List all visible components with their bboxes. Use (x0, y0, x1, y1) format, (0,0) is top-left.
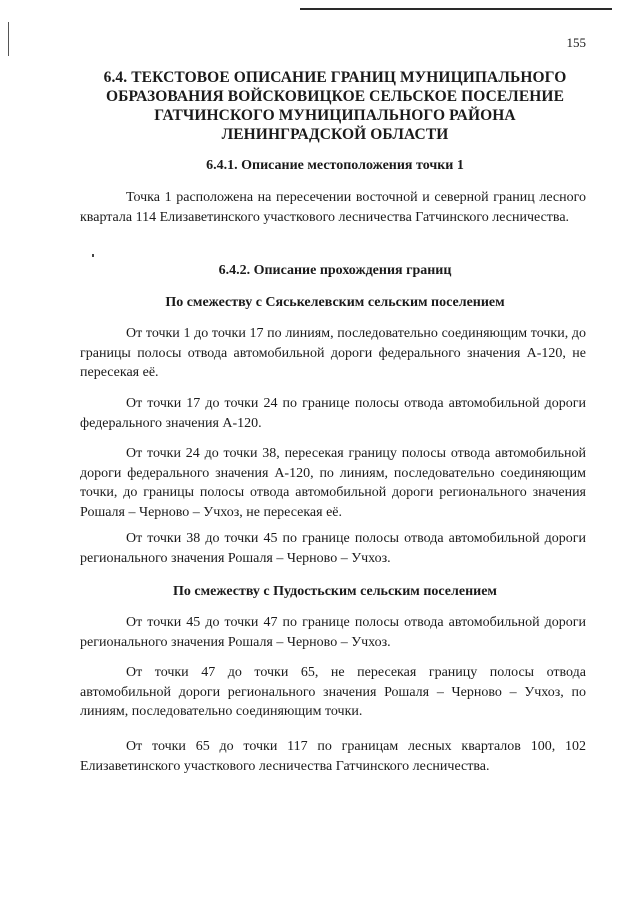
paragraph: От точки 38 до точки 45 по границе полосы отвода автомобильной дороги регионального значения Рошаля – Черново – Учхоз. (80, 531, 586, 566)
section-641-text: Точка 1 расположена на пересечении восточной и северной границ лесного квартала 114 Елизаветинского участкового лесничества Гатчинского лесничества. (80, 190, 586, 225)
paragraph: От точки 24 до точки 38, пересекая границу полосы отвода автомобильной дороги федерального значения А-120, по линиям, последовательно соединяющим точки, до границы полосы отвода автомобильной дороги регионального значения Рошаля – Черново – Учхоз, не пересекая её. (80, 446, 586, 520)
scan-speck (92, 254, 94, 257)
scan-edge-mark (8, 22, 9, 56)
paragraph: От точки 1 до точки 17 по линиям, последовательно соединяющим точки, до границы полосы отвода автомобильной дороги федерального значения А-120, не пересекая её. (80, 326, 586, 380)
paragraph: От точки 47 до точки 65, не пересекая границу полосы отвода автомобильной дороги регионального значения Рошаля – Черново – Учхоз, по линиям, последовательно соединяющим точки. (80, 665, 586, 719)
scan-edge-line (300, 8, 612, 10)
section-642-heading: 6.4.2. Описание прохождения границ (218, 263, 452, 278)
paragraph: От точки 65 до точки 117 по границам лесных кварталов 100, 102 Елизаветинского участкового лесничества Гатчинского лесничества. (80, 739, 586, 774)
page-number: 155 (566, 35, 586, 50)
page-title: 6.4. ТЕКСТОВОЕ ОПИСАНИЕ ГРАНИЦ МУНИЦИПАЛЬНОГО ОБРАЗОВАНИЯ ВОЙСКОВИЦКОЕ СЕЛЬСКОЕ ПОСЕЛЕНИЕ ГАТЧИНСКОГО МУНИЦИПАЛЬНОГО РАЙОНА ЛЕНИНГРАДСКОЙ ОБЛАСТИ (103, 69, 567, 143)
subsection-heading-pudost: По смежеству с Пудостьским сельским поселением (173, 584, 497, 599)
paragraph: От точки 17 до точки 24 по границе полосы отвода автомобильной дороги федерального значения А-120. (80, 396, 586, 431)
section-641-heading: 6.4.1. Описание местоположения точки 1 (206, 158, 464, 173)
subsection-heading-syaskelevo: По смежеству с Сяськелевским сельским поселением (165, 295, 505, 310)
paragraph: От точки 45 до точки 47 по границе полосы отвода автомобильной дороги регионального значения Рошаля – Черново – Учхоз. (80, 615, 586, 650)
